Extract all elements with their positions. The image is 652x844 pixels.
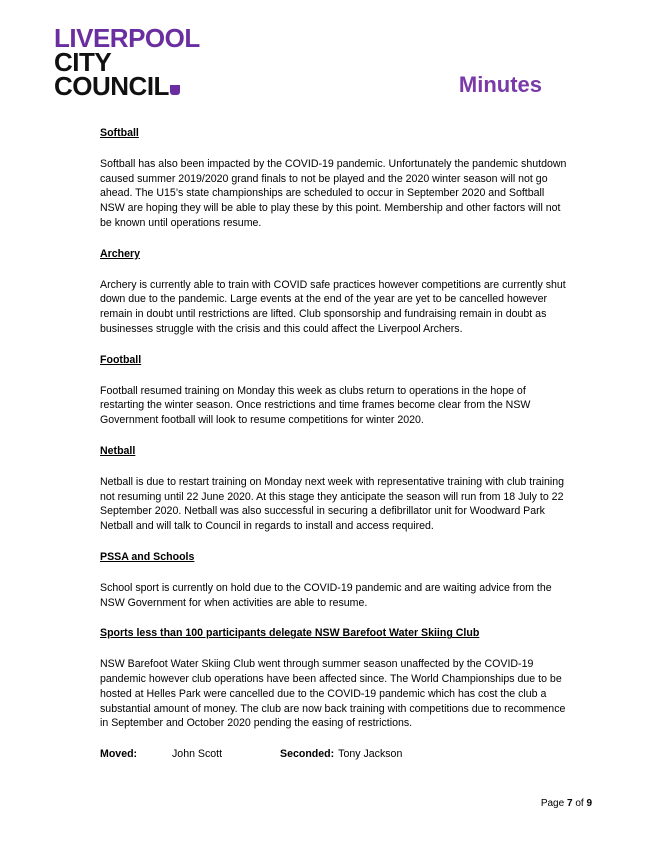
section-body: NSW Barefoot Water Skiing Club went through summer season unaffected by the COVID-19 pandemic however club operations have been affected since. The World Championships due to be hosted at Helles Park were cancelled due to the COVID-19 pandemic which has cost the club a substantial amount of money. The club are now back training with competitions due to recommence in September and October 2020 pending the easing of restrictions. — [100, 658, 566, 730]
section-heading: Football — [100, 353, 142, 366]
logo-line-1: LIVERPOOL — [54, 23, 200, 53]
council-logo — [54, 23, 200, 101]
section-heading: Netball — [100, 444, 136, 457]
seconded-label: Seconded: — [280, 748, 335, 761]
section-pssa-schools — [100, 550, 570, 610]
section-heading: Softball — [100, 127, 139, 139]
section-netball — [100, 444, 570, 534]
motion-line — [100, 747, 570, 762]
logo-line-2: CITY — [54, 47, 112, 77]
section-body: Football resumed training on Monday this week as clubs return to operations in the hope of restarting the winter season. Once restrictions and time frames become clear from the NSW Government football will look to resume competitions for winter 2020. — [100, 384, 531, 427]
minutes-content — [100, 126, 570, 762]
section-body: Netball is due to restart training on Monday next week with representative training with club training not resuming until 22 June 2020. At this stage they anticipate the season will run from 18 July to 22 September 2020. Netball was also successful in securing a defibrillator unit for Woodward Park Netball and will talk to Council in regards to install and access required. — [100, 475, 565, 533]
logo-line-3 — [54, 71, 200, 101]
moved-name: John Scott — [172, 748, 223, 761]
page-label: Page — [540, 798, 565, 809]
section-body: Archery is currently able to train with COVID safe practices however competitions are currently shut down due to the pandemic. Large events at the end of the year are yet to be cancelled however remain in doubt until restrictions are lifted. Club sponsorship and fundraising remain in doubt as businesses struggle with the crisis and this could affect the Liverpool Archers. — [100, 278, 566, 335]
page-current: 7 — [566, 798, 573, 809]
section-heading: Sports less than 100 participants delegate NSW Barefoot Water Skiing Club — [100, 627, 480, 640]
page-total: 9 — [586, 798, 592, 809]
logo-heart-icon — [170, 85, 180, 95]
logo-line-3-text: COUNCIL — [54, 71, 169, 101]
section-body: Softball has also been impacted by the COVID-19 pandemic. Unfortunately the pandemic shutdown caused summer 2019/2020 grand finals to not be played and the 2020 winter season will not go ahead. The U15’s state championships are scheduled to occur in September 2020 and Softball NSW are hoping they will be able to play these by this point. Membership and other factors will not be known until operations resume. — [100, 157, 567, 229]
section-heading: PSSA and Schools — [100, 550, 195, 563]
section-heading: Archery — [100, 247, 141, 260]
section-archery — [100, 247, 570, 337]
section-body: School sport is currently on hold due to the COVID-19 pandemic and are waiting advice from the NSW Government for when activities are able to resume. — [100, 581, 552, 609]
moved-label: Moved: — [100, 748, 138, 761]
document-title: Minutes — [458, 72, 542, 97]
seconded-name: Tony Jackson — [338, 748, 403, 761]
of-label: of — [575, 798, 584, 809]
page-number — [541, 798, 592, 809]
section-softball — [100, 126, 570, 231]
section-football — [100, 353, 570, 428]
section-barefoot-water-skiing — [100, 626, 570, 731]
